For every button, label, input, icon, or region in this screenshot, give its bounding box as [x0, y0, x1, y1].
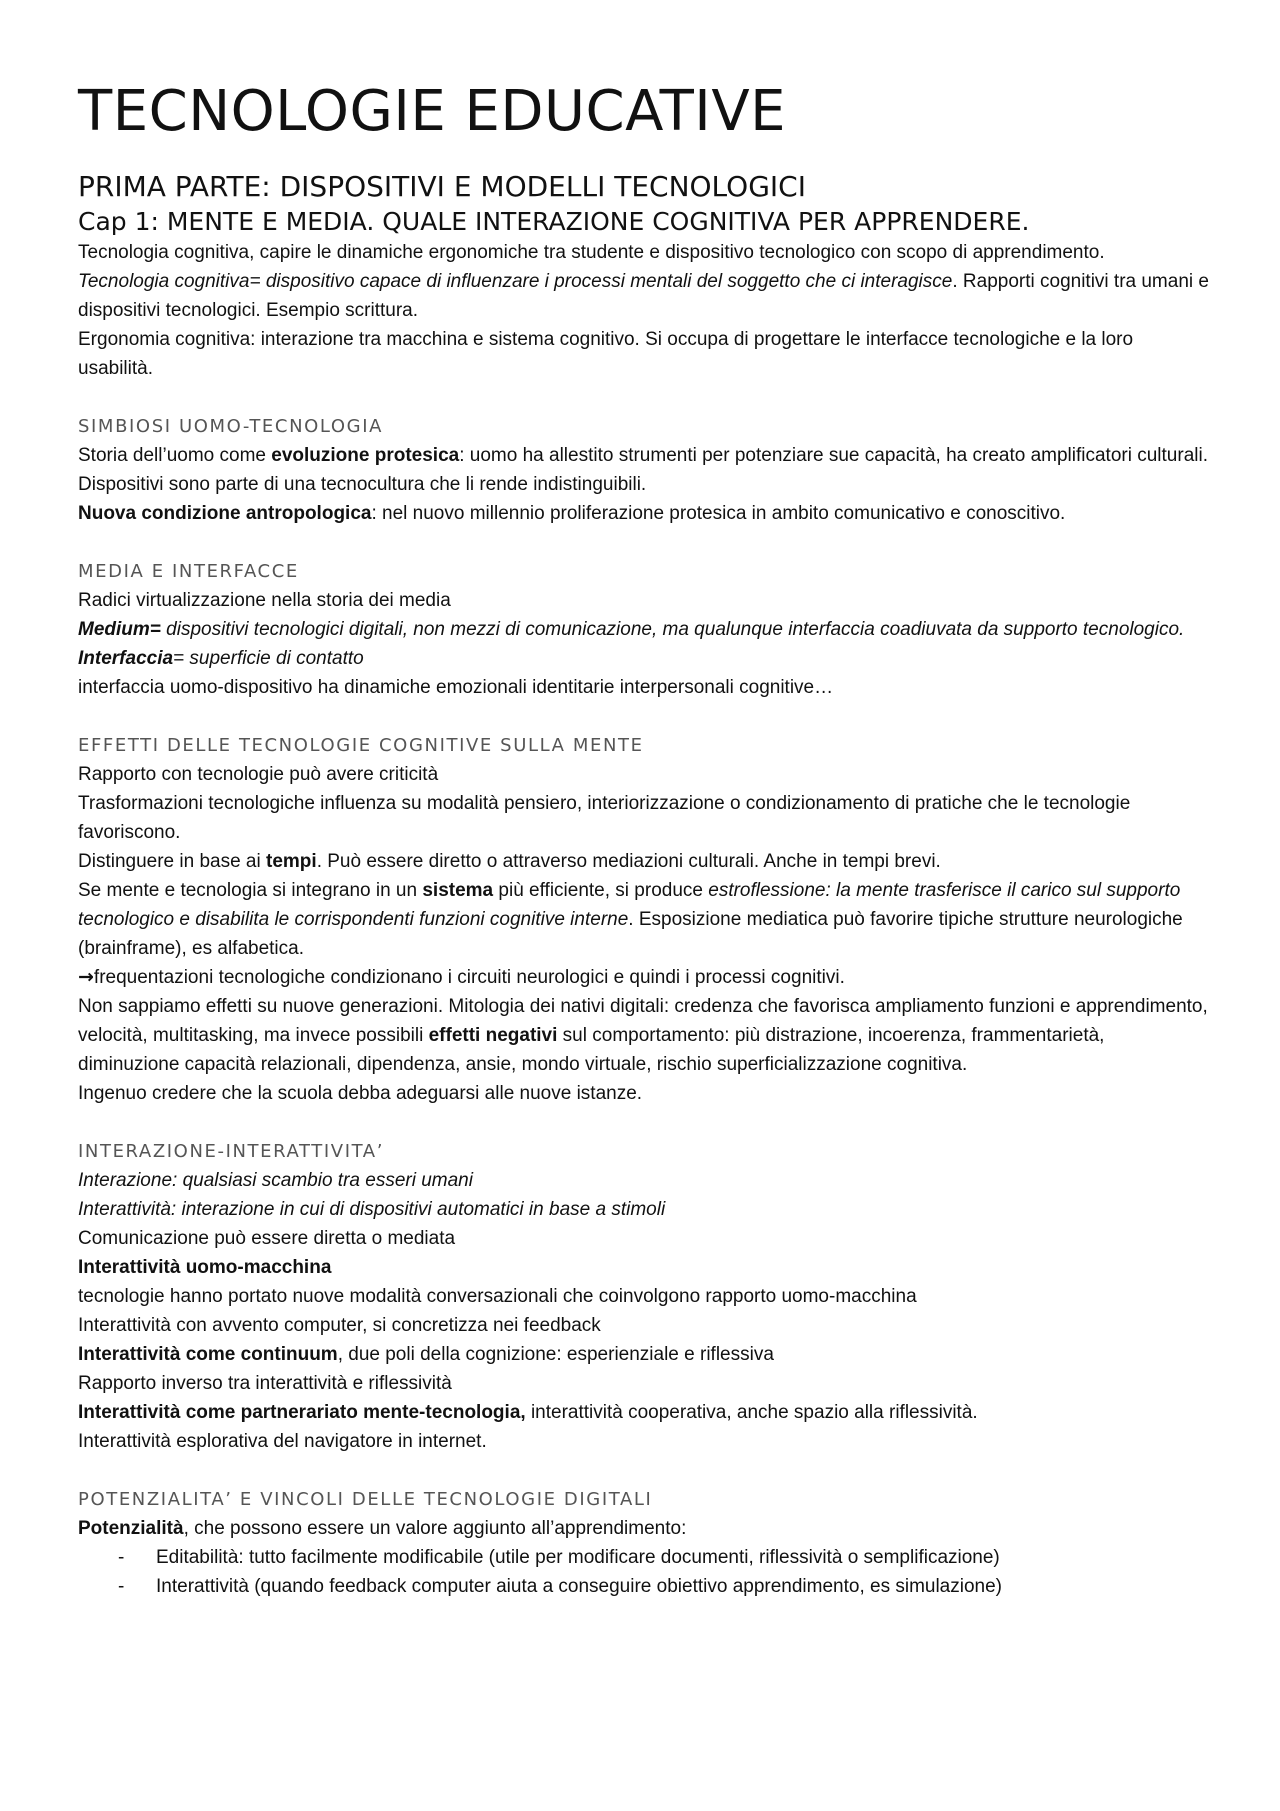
section-heading-effetti: EFFETTI DELLE TECNOLOGIE COGNITIVE SULLA MENTE [78, 735, 644, 756]
interazione-paragraph-1: Interazione: qualsiasi scambio tra esseri umani [78, 1170, 473, 1191]
effetti-paragraph-6: Non sappiamo effetti su nuove generazioni. Mitologia dei nativi digitali: credenza che favorisca ampliamento funzioni e apprendimento, velocità, multitasking, ma invece possibili effetti negativi sul comportamento: più distrazione, incoerenza, frammentarietà, diminuzione capacità relazionali, dipendenza, ansie, mondo virtuale, rischio superficializzazione cognitiva. [78, 996, 1208, 1075]
section-heading-simbiosi: SIMBIOSI UOMO-TECNOLOGIA [78, 416, 384, 437]
document-title: TECNOLOGIE EDUCATIVE [78, 79, 787, 144]
interazione-paragraph-3: Comunicazione può essere diretta o mediata [78, 1228, 456, 1249]
interazione-paragraph-10: Interattività esplorativa del navigatore in internet. [78, 1431, 487, 1452]
effetti-paragraph-3: Distinguere in base ai tempi. Può essere diretto o attraverso mediazioni culturali. Anche in tempi brevi. [78, 851, 941, 872]
intro-paragraph-3: Ergonomia cognitiva: interazione tra macchina e sistema cognitivo. Si occupa di progettare le interfacce tecnologiche e la loro usabilità. [78, 329, 1134, 379]
effetti-paragraph-2: Trasformazioni tecnologiche influenza su modalità pensiero, interiorizzazione o condizionamento di pratiche che le tecnologie favoriscono. [78, 793, 1131, 843]
list-item: - Editabilità: tutto facilmente modificabile (utile per modificare documenti, riflessività o semplificazione) [118, 1543, 1210, 1572]
media-paragraph-3: Interfaccia= superficie di contatto [78, 648, 364, 669]
media-paragraph-1: Radici virtualizzazione nella storia dei media [78, 590, 451, 611]
part-heading: PRIMA PARTE: DISPOSITIVI E MODELLI TECNOLOGICI [78, 170, 806, 203]
right-arrow-icon: → [78, 966, 94, 988]
effetti-paragraph-5: →frequentazioni tecnologiche condizionano i circuiti neurologici e quindi i processi cognitivi. [78, 966, 845, 988]
interazione-paragraph-9: Interattività come partnerariato mente-tecnologia, interattività cooperativa, anche spazio alla riflessività. [78, 1402, 978, 1423]
effetti-paragraph-1: Rapporto con tecnologie può avere criticità [78, 764, 439, 785]
media-paragraph-4: interfaccia uomo-dispositivo ha dinamiche emozionali identitarie interpersonali cognitive… [78, 677, 834, 698]
potenzialita-list [78, 1543, 1210, 1601]
section-heading-potenzialita: POTENZIALITA’ E VINCOLI DELLE TECNOLOGIE DIGITALI [78, 1489, 653, 1510]
simbiosi-paragraph-3: Nuova condizione antropologica: nel nuovo millennio proliferazione protesica in ambito comunicativo e conoscitivo. [78, 503, 1066, 524]
interazione-paragraph-4: Interattività uomo-macchina [78, 1257, 332, 1278]
potenzialita-paragraph-1: Potenzialità, che possono essere un valore aggiunto all’apprendimento: [78, 1518, 687, 1539]
interazione-paragraph-6: Interattività con avvento computer, si concretizza nei feedback [78, 1315, 601, 1336]
intro-paragraph-1: Tecnologia cognitiva, capire le dinamiche ergonomiche tra studente e dispositivo tecnologico con scopo di apprendimento. [78, 242, 1105, 263]
chapter-heading: Cap 1: MENTE E MEDIA. QUALE INTERAZIONE COGNITIVA PER APPRENDERE. [78, 207, 1030, 236]
effetti-paragraph-7: Ingenuo credere che la scuola debba adeguarsi alle nuove istanze. [78, 1083, 643, 1104]
interazione-paragraph-8: Rapporto inverso tra interattività e riflessività [78, 1373, 452, 1394]
intro-paragraph-2: Tecnologia cognitiva= dispositivo capace di influenzare i processi mentali del soggetto che ci interagisce. Rapporti cognitivi tra umani e dispositivi tecnologici. Esempio scrittura. [78, 271, 1209, 321]
simbiosi-paragraph-2: Dispositivi sono parte di una tecnocultura che li rende indistinguibili. [78, 474, 647, 495]
list-item: - Interattività (quando feedback computer aiuta a conseguire obiettivo apprendimento, es simulazione) [118, 1572, 1210, 1601]
effetti-paragraph-4: Se mente e tecnologia si integrano in un sistema più efficiente, si produce estroflessione: la mente trasferisce il carico sul supporto tecnologico e disabilita le corrispondenti funzioni cognitive interne. Esposizione mediatica può favorire tipiche strutture neurologiche (brainframe), es alfabetica. [78, 880, 1183, 959]
interazione-paragraph-5: tecnologie hanno portato nuove modalità conversazionali che coinvolgono rapporto uomo-macchina [78, 1286, 917, 1307]
simbiosi-paragraph-1: Storia dell’uomo come evoluzione protesica: uomo ha allestito strumenti per potenziare sue capacità, ha creato amplificatori culturali. [78, 445, 1208, 466]
section-heading-media: MEDIA E INTERFACCE [78, 561, 299, 582]
media-paragraph-2: Medium= dispositivi tecnologici digitali, non mezzi di comunicazione, ma qualunque interfaccia coadiuvata da supporto tecnologico. [78, 619, 1185, 640]
interazione-paragraph-7: Interattività come continuum, due poli della cognizione: esperienziale e riflessiva [78, 1344, 774, 1365]
interazione-paragraph-2: Interattività: interazione in cui di dispositivi automatici in base a stimoli [78, 1199, 666, 1220]
section-heading-interazione: INTERAZIONE-INTERATTIVITA’ [78, 1141, 385, 1162]
